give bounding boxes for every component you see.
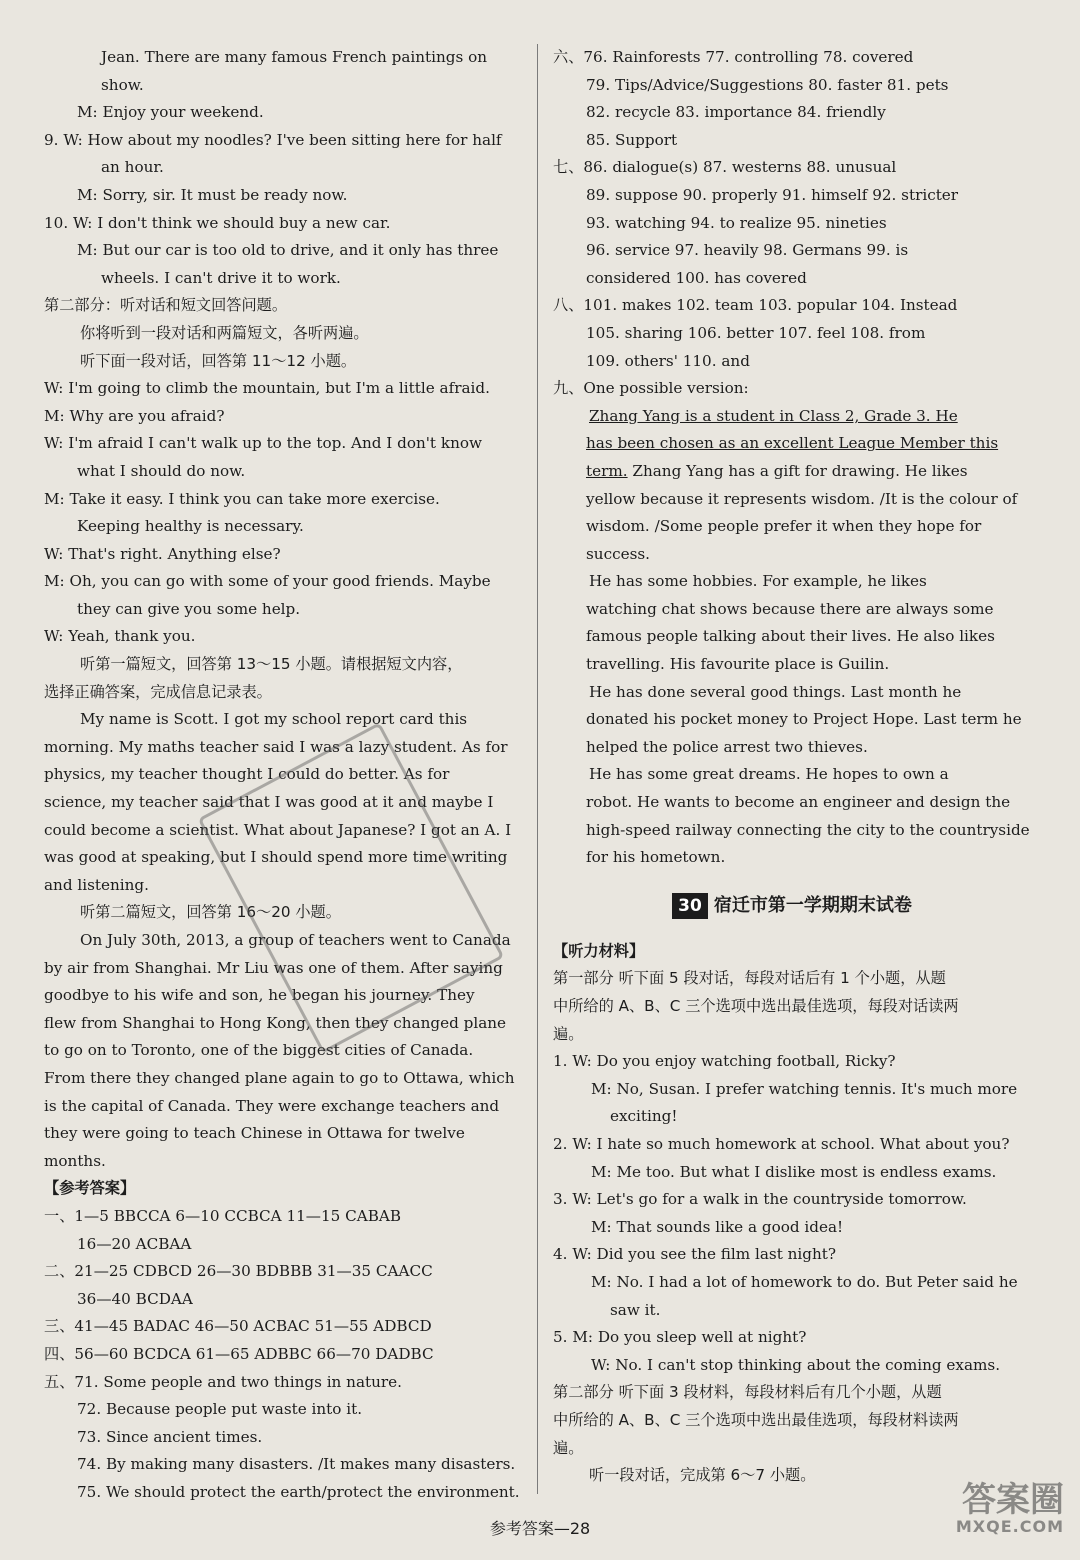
right-column-top-line: has been chosen as an excellent League Member this [586,434,999,453]
left-column-line: 四、56—60 BCDCA 61—65 ADBBC 66—70 DADBC [44,1344,434,1363]
right-column-bottom-line: 2. W: I hate so much homework at school. What about you? [553,1134,1010,1153]
left-column-line: On July 30th, 2013, a group of teachers went to Canada [80,931,511,949]
left-column-line: My name is Scott. I got my school report card this [80,710,468,729]
left-column-line: W: Yeah, thank you. [44,627,196,646]
right-column-top-line: donated his pocket money to Project Hope. Last term he [586,710,1022,729]
right-column-top-line: famous people talking about their lives. He also likes [586,627,995,646]
right-column-top-line: watching chat shows because there are always some [586,599,994,618]
right-column-bottom-line: M: That sounds like a good idea! [591,1217,844,1236]
left-column-line: an hour. [101,158,164,177]
right-column-top-line: wisdom. /Some people prefer it when they hope for [586,517,982,536]
left-column-line: 74. By making many disasters. /It makes many disasters. [77,1455,516,1474]
left-column-line: 听第一篇短文，回答第 13～15 小题。请根据短文内容， [80,655,463,674]
site-watermark [894,1482,1064,1542]
watermark-url: MXQE.COM [955,1517,1064,1536]
right-column-bottom-line: 【听力材料】 [553,941,645,960]
left-column-line: months. [44,1151,106,1170]
left-column-line: morning. My maths teacher said I was a lazy student. As for [44,737,508,756]
section-header [553,886,1031,926]
right-column-top-line: high-speed railway connecting the city to the countryside [586,820,1030,839]
right-column-bottom-line: 中所给的 A、B、C 三个选项中选出最佳选项，每段对话读两 [553,997,959,1015]
left-column-line: Jean. There are many famous French paintings on [101,48,488,66]
right-column-top-line: He has done several good things. Last month he [589,682,962,701]
right-column-top-line: 六、76. Rainforests 77. controlling 78. covered [553,48,914,66]
left-column-line: 9. W: How about my noodles? I've been sitting here for half [44,130,502,149]
left-column-line: 72. Because people put waste into it. [77,1400,363,1419]
right-column-bottom-line: 第一部分 听下面 5 段对话，每段对话后有 1 个小题，从题 [553,969,946,988]
left-column-line: 75. We should protect the earth/protect the environment. [77,1482,520,1501]
watermark-logo-text: 答案圈 [962,1480,1064,1520]
left-column-line: From there they changed plane again to go to Ottawa, which [44,1068,515,1087]
right-column-top-line: He has some great dreams. He hopes to own a [589,765,949,784]
left-column-line: 【参考答案】 [44,1179,136,1198]
right-column-bottom-line: 1. W: Do you enjoy watching football, Ricky? [553,1052,896,1071]
right-column-top-line: 八、101. makes 102. team 103. popular 104. Instead [553,296,958,315]
left-column-line: W: That's right. Anything else? [44,544,281,563]
left-column-line: 五、71. Some people and two things in nature. [44,1372,402,1391]
right-column-bottom-line: M: No, Susan. I prefer watching tennis. It's much more [591,1079,1018,1098]
listening-material-block [553,938,1031,1490]
left-column-line: science, my teacher said that I was good at it and maybe I [44,793,494,812]
left-column-line: by air from Shanghai. Mr Liu was one of them. After saying [44,958,503,977]
right-column-top-line: 九、One possible version: [553,379,749,398]
right-column [553,44,1031,1490]
left-column-line: M: Take it easy. I think you can take more exercise. [44,489,440,508]
right-column-top-line: 85. Support [586,130,678,149]
left-column-line: 听下面一段对话，回答第 11～12 小题。 [80,351,357,370]
right-column-bottom-line: 第二部分 听下面 3 段材料，每段材料后有几个小题，从题 [553,1383,942,1402]
left-column-line: 36—40 BCDAA [77,1289,193,1308]
right-column-top-line: for his hometown. [586,848,726,867]
left-column-line: 一、1—5 BBCCA 6—10 CCBCA 11—15 CABAB [44,1206,402,1225]
left-column-line: M: Why are you afraid? [44,406,225,425]
left-column-line: M: Sorry, sir. It must be ready now. [77,185,348,204]
left-column-line: Keeping healthy is necessary. [77,517,304,536]
left-column-line: to go on to Toronto, one of the biggest cities of Canada. [44,1041,474,1060]
right-column-bottom-line: 3. W: Let's go for a walk in the countryside tomorrow. [553,1190,967,1209]
left-column-line: M: Oh, you can go with some of your good friends. Maybe [44,572,491,591]
right-column-top-line: 七、86. dialogue(s) 87. westerns 88. unusual [553,158,897,177]
right-column-top-line: He has some hobbies. For example, he likes [589,572,927,591]
left-column-line: 二、21—25 CDBCD 26—30 BDBBB 31—35 CAACC [44,1262,433,1281]
left-column-line: 10. W: I don't think we should buy a new car. [44,213,391,232]
left-column-line: W: I'm afraid I can't walk up to the top. And I don't know [44,434,482,453]
right-column-top-line: helped the police arrest two thieves. [586,737,868,756]
right-column-top-line: 109. others' 110. and [586,351,750,370]
left-column-line: 选择正确答案，完成信息记录表。 [44,682,272,701]
right-column-bottom-line: saw it. [610,1300,661,1319]
right-column-top-line: 89. suppose 90. properly 91. himself 92. stricter [586,185,959,204]
left-column-line: physics, my teacher thought I could do better. As for [44,765,450,784]
left-column-line: 16—20 ACBAA [77,1234,192,1253]
right-column-bottom-line: 遍。 [553,1438,584,1457]
left-column [44,44,522,1506]
left-column-line: M: Enjoy your weekend. [77,103,264,122]
left-column-line: 你将听到一段对话和两篇短文，各听两遍。 [80,323,369,342]
right-column-top-line: 79. Tips/Advice/Suggestions 80. faster 81. pets [586,75,949,94]
left-column-line: flew from Shanghai to Hong Kong, then they changed plane [44,1013,507,1032]
right-column-bottom-line: 听一段对话，完成第 6～7 小题。 [589,1466,816,1485]
left-column-line: was good at speaking, but I should spend more time writing [44,848,508,867]
left-column-line: show. [101,75,144,94]
right-column-bottom-line: 5. M: Do you sleep well at night? [553,1328,807,1347]
right-column-top-line: 96. service 97. heavily 98. Germans 99. is [586,241,909,260]
left-column-line: they can give you some help. [77,599,301,618]
right-column-bottom-line: exciting! [610,1107,678,1126]
right-column-top-line: 82. recycle 83. importance 84. friendly [586,103,886,122]
left-column-line: is the capital of Canada. They were exchange teachers and [44,1096,500,1115]
right-column-top-line: considered 100. has covered [586,268,807,287]
section-title: 宿迁市第一学期期末试卷 [713,894,912,916]
left-column-line: goodbye to his wife and son, he began his journey. They [44,986,475,1005]
right-column-bottom-line: M: No. I had a lot of homework to do. But Peter said he [591,1272,1018,1291]
right-column-bottom-line: W: No. I can't stop thinking about the coming exams. [591,1355,1001,1374]
right-column-bottom-line: 遍。 [553,1024,584,1043]
left-column-line: what I should do now. [77,461,246,480]
left-column-line: and listening. [44,875,149,894]
left-column-line: 第二部分：听对话和短文回答问题。 [44,296,287,315]
left-column-line: they were going to teach Chinese in Ottawa for twelve [44,1124,465,1143]
right-column-top-line: travelling. His favourite place is Guilin. [586,655,890,674]
right-column-bottom-line: 4. W: Did you see the film last night? [553,1245,837,1264]
left-column-line: W: I'm going to climb the mountain, but I'm a little afraid. [44,379,490,398]
left-column-line: M: But our car is too old to drive, and it only has three [77,241,499,260]
answer-key-block [553,44,1031,872]
column-divider [537,44,538,1494]
right-column-bottom-line: M: Me too. But what I dislike most is endless exams. [591,1162,997,1181]
right-column-top-line: term. Zhang Yang has a gift for drawing. He likes [586,461,968,480]
left-column-line: wheels. I can't drive it to work. [101,268,341,287]
right-column-top-line: robot. He wants to become an engineer and design the [586,793,1011,812]
right-column-top-line: 105. sharing 106. better 107. feel 108. from [586,323,926,342]
right-column-bottom-line: 中所给的 A、B、C 三个选项中选出最佳选项，每段材料读两 [553,1410,959,1429]
left-column-line: 三、41—45 BADAC 46—50 ACBAC 51—55 ADBCD [44,1317,432,1336]
left-column-line: 听第二篇短文，回答第 16～20 小题。 [80,903,341,922]
right-column-top-line: 93. watching 94. to realize 95. nineties [586,213,887,232]
left-column-line: 73. Since ancient times. [77,1427,263,1446]
page-footer: 参考答案—28 [489,1519,591,1538]
right-column-top-line: Zhang Yang is a student in Class 2, Grade 3. He [589,406,958,425]
right-column-top-line: success. [586,544,650,563]
right-column-top-line: yellow because it represents wisdom. /It is the colour of [586,489,1018,508]
section-number: 30 [672,893,708,919]
left-column-line: could become a scientist. What about Japanese? I got an A. I [44,820,512,839]
